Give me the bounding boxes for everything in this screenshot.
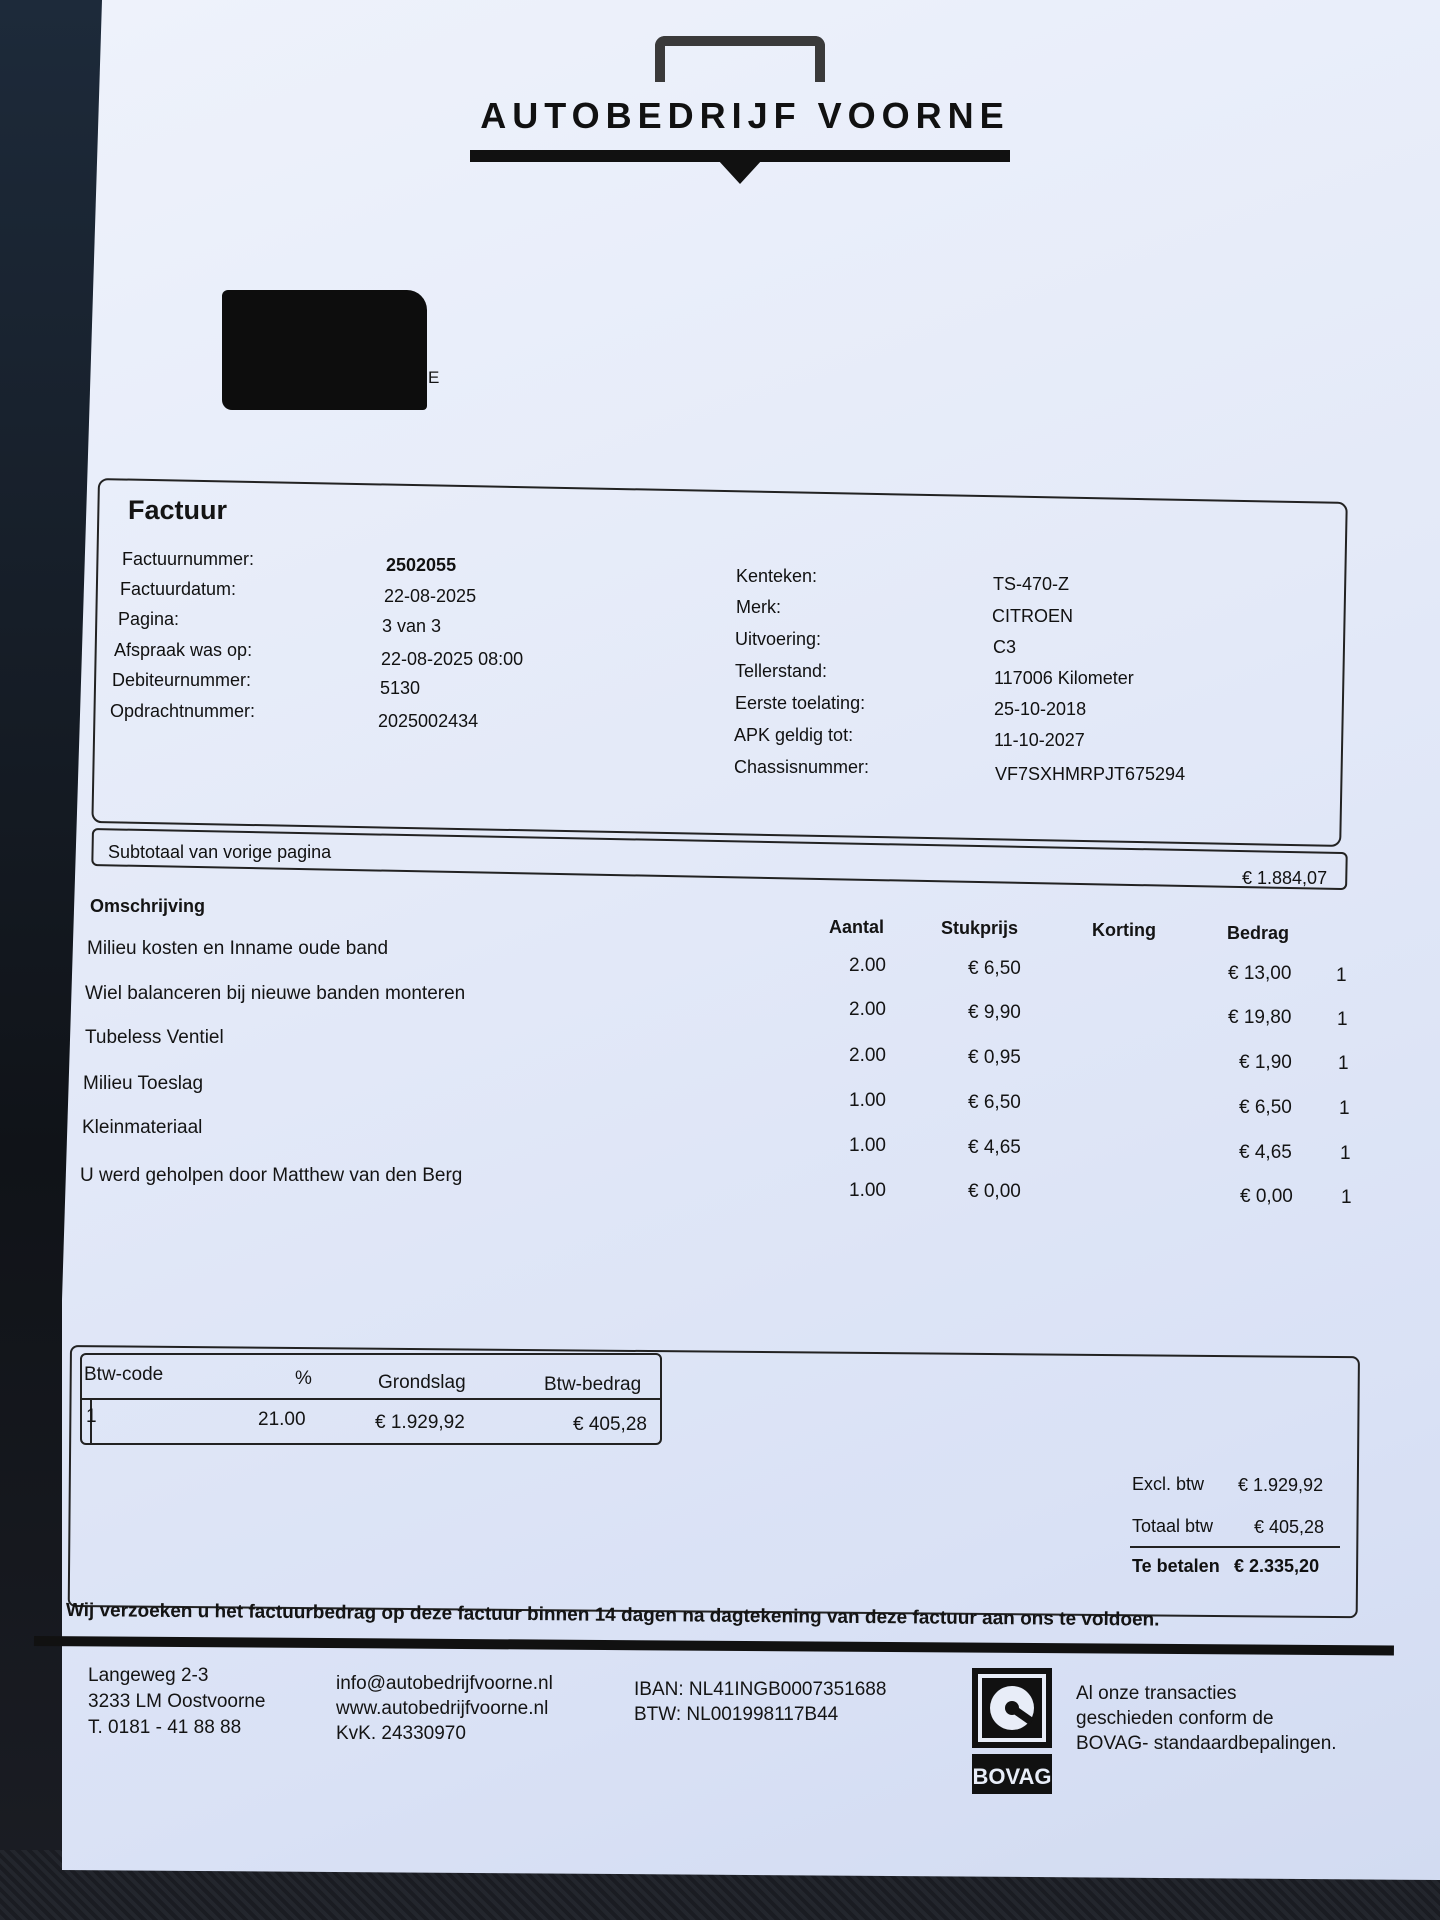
vat-amount: € 405,28 bbox=[573, 1414, 647, 1435]
line-item-code: 1 bbox=[1341, 1187, 1352, 1208]
field-label: APK geldig tot: bbox=[734, 725, 854, 745]
line-item-code: 1 bbox=[1340, 1143, 1351, 1164]
vat-pct: 21.00 bbox=[258, 1409, 306, 1430]
vat-header-base: Grondslag bbox=[378, 1372, 466, 1393]
line-item-description: Milieu Toeslag bbox=[83, 1073, 204, 1094]
totals-divider bbox=[1130, 1546, 1340, 1548]
line-item-amount: € 4,65 bbox=[1239, 1142, 1292, 1163]
total-vat-value: € 405,28 bbox=[1254, 1517, 1325, 1537]
vat-table-divider bbox=[80, 1398, 662, 1400]
field-label: Debiteurnummer: bbox=[112, 670, 252, 690]
order-number: 2025002434 bbox=[378, 711, 479, 731]
excl-vat-label: Excl. btw bbox=[1132, 1474, 1205, 1494]
vat-header-pct: % bbox=[295, 1368, 312, 1389]
line-item-unit-price: € 0,00 bbox=[968, 1181, 1021, 1202]
field-label: Factuurdatum: bbox=[120, 579, 237, 599]
footer-phone: T. 0181 - 41 88 88 bbox=[88, 1717, 242, 1738]
field-label: Chassisnummer: bbox=[734, 757, 870, 777]
footer-btw: BTW: NL001998117B44 bbox=[634, 1704, 839, 1725]
line-item-amount: € 6,50 bbox=[1239, 1097, 1292, 1118]
line-item-unit-price: € 6,50 bbox=[968, 1092, 1021, 1113]
line-item-description: Milieu kosten en Inname oude band bbox=[87, 938, 389, 959]
bovag-logo-text: BOVAG bbox=[972, 1764, 1052, 1789]
invoice-info-box bbox=[91, 478, 1347, 847]
line-item-code: 1 bbox=[1336, 965, 1347, 986]
line-item-unit-price: € 4,65 bbox=[968, 1137, 1021, 1158]
col-header-amount: Bedrag bbox=[1227, 923, 1290, 943]
odometer: 117006 Kilometer bbox=[994, 668, 1134, 688]
col-header-qty: Aantal bbox=[829, 917, 885, 937]
payment-notice: Wij verzoeken u het factuurbedrag op deze factuur binnen 14 dagen na dagtekening van deze factuur aan ons te voldoen. bbox=[65, 1600, 1160, 1631]
field-label: Merk: bbox=[736, 597, 781, 617]
amount-due-value: € 2.335,20 bbox=[1234, 1556, 1320, 1576]
footer-website: www.autobedrijfvoorne.nl bbox=[336, 1698, 549, 1719]
field-label: Tellerstand: bbox=[735, 661, 828, 681]
footer-address-line: 3233 LM Oostvoorne bbox=[88, 1691, 266, 1712]
line-item-code: 1 bbox=[1337, 1009, 1348, 1030]
line-item-unit-price: € 9,90 bbox=[968, 1002, 1021, 1023]
field-label: Afspraak was op: bbox=[114, 640, 253, 660]
page-number: 3 van 3 bbox=[382, 616, 442, 636]
license-plate: TS-470-Z bbox=[993, 574, 1070, 594]
vat-header-amount: Btw-bedrag bbox=[544, 1374, 642, 1395]
invoice-heading: Factuur bbox=[128, 495, 228, 525]
vat-base: € 1.929,92 bbox=[375, 1412, 465, 1433]
line-item-amount: € 19,80 bbox=[1228, 1007, 1292, 1028]
footer-email: info@autobedrijfvoorne.nl bbox=[336, 1673, 553, 1694]
line-item-amount: € 13,00 bbox=[1228, 963, 1292, 984]
excl-vat-value: € 1.929,92 bbox=[1238, 1475, 1324, 1495]
appointment-date: 22-08-2025 08:00 bbox=[381, 649, 524, 669]
col-header-discount: Korting bbox=[1092, 920, 1156, 940]
invoice-number: 2502055 bbox=[386, 555, 457, 575]
line-item-description: Wiel balanceren bij nieuwe banden monteren bbox=[85, 983, 466, 1004]
apk-valid-until: 11-10-2027 bbox=[994, 730, 1085, 750]
line-item-code: 1 bbox=[1339, 1098, 1350, 1119]
vat-code: 1 bbox=[86, 1406, 97, 1427]
footer-bovag-text: Al onze transacties bbox=[1076, 1683, 1237, 1704]
invoice-date: 22-08-2025 bbox=[384, 586, 477, 606]
line-item-unit-price: € 6,50 bbox=[968, 958, 1021, 979]
subtotal-value: € 1.884,07 bbox=[1242, 868, 1328, 888]
company-logo-icon bbox=[655, 36, 825, 82]
line-item-amount: € 1,90 bbox=[1239, 1052, 1292, 1073]
footer-iban: IBAN: NL41INGB0007351688 bbox=[634, 1679, 887, 1700]
line-item-qty: 1.00 bbox=[849, 1090, 886, 1111]
footer-kvk: KvK. 24330970 bbox=[336, 1723, 466, 1744]
bovag-logo-icon bbox=[972, 1668, 1052, 1798]
line-item-qty: 1.00 bbox=[849, 1135, 886, 1156]
field-label: Uitvoering: bbox=[735, 629, 822, 649]
footer-bovag-text: BOVAG- standaardbepalingen. bbox=[1076, 1733, 1337, 1754]
field-label: Factuurnummer: bbox=[122, 549, 255, 569]
logo-arrow-icon bbox=[718, 160, 762, 184]
line-item-code: 1 bbox=[1338, 1053, 1349, 1074]
line-item-unit-price: € 0,95 bbox=[968, 1047, 1021, 1068]
subtotal-label: Subtotaal van vorige pagina bbox=[108, 842, 332, 862]
recipient-fragment: E bbox=[428, 368, 440, 387]
field-label: Kenteken: bbox=[736, 566, 818, 586]
footer-address-line: Langeweg 2-3 bbox=[88, 1665, 209, 1686]
line-item-description: U werd geholpen door Matthew van den Berg bbox=[80, 1165, 463, 1186]
car-brand: CITROEN bbox=[992, 606, 1073, 626]
line-item-qty: 1.00 bbox=[849, 1180, 886, 1201]
field-label: Opdrachtnummer: bbox=[110, 701, 256, 721]
line-item-description: Kleinmateriaal bbox=[82, 1117, 203, 1138]
line-item-qty: 2.00 bbox=[849, 1045, 886, 1066]
redacted-address bbox=[222, 290, 427, 410]
field-label: Eerste toelating: bbox=[735, 693, 866, 713]
car-model: C3 bbox=[993, 637, 1017, 657]
line-item-qty: 2.00 bbox=[849, 955, 886, 976]
debtor-number: 5130 bbox=[380, 678, 421, 698]
col-header-description: Omschrijving bbox=[90, 896, 206, 916]
col-header-unit-price: Stukprijs bbox=[941, 918, 1019, 938]
field-label: Pagina: bbox=[118, 609, 180, 629]
total-vat-label: Totaal btw bbox=[1132, 1516, 1214, 1536]
line-item-description: Tubeless Ventiel bbox=[85, 1027, 224, 1048]
chassis-number: VF7SXHMRPJT675294 bbox=[995, 764, 1186, 784]
vat-header-code: Btw-code bbox=[84, 1364, 164, 1385]
company-name: AUTOBEDRIJF VOORNE bbox=[480, 95, 1010, 136]
line-item-amount: € 0,00 bbox=[1240, 1186, 1293, 1207]
amount-due-label: Te betalen bbox=[1132, 1556, 1220, 1576]
footer-bovag-text: geschieden conform de bbox=[1076, 1708, 1274, 1729]
line-item-qty: 2.00 bbox=[849, 999, 886, 1020]
first-registration: 25-10-2018 bbox=[994, 699, 1087, 719]
